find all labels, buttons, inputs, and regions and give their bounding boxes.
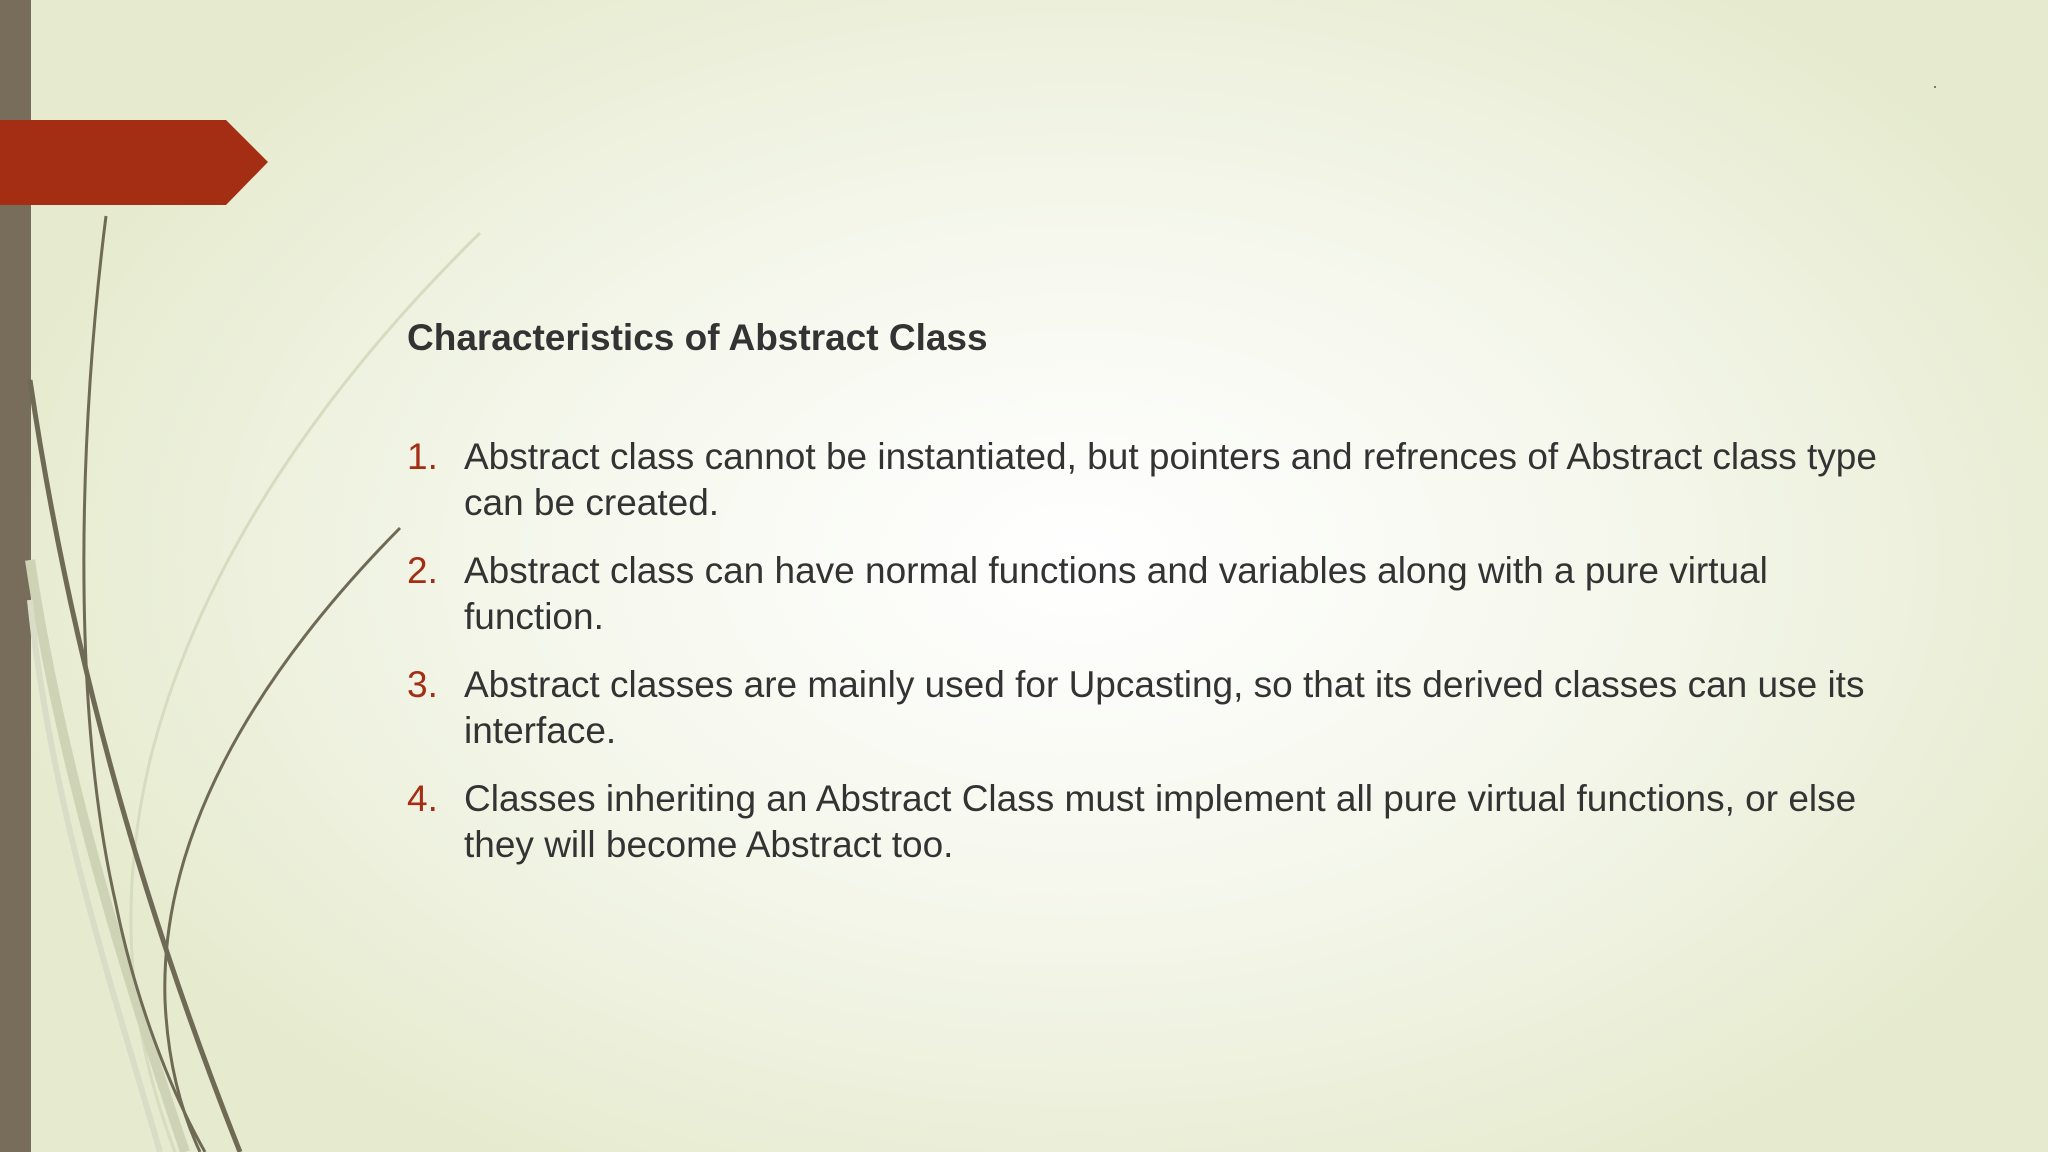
list-number: 4.	[407, 778, 438, 819]
list-item-text: Classes inheriting an Abstract Class must implement all pure virtual functions, or else they will become Abstract too.	[464, 778, 1857, 865]
dark-stroke-3	[165, 528, 400, 1152]
list-item	[407, 776, 1887, 868]
list-number: 2.	[407, 550, 438, 591]
dark-stroke-2	[30, 380, 240, 1152]
list-item-text: Abstract class cannot be instantiated, but pointers and refrences of Abstract class type can be created.	[464, 436, 1877, 523]
list-item	[407, 434, 1887, 526]
list-number: 3.	[407, 664, 438, 705]
numbered-list	[407, 434, 1887, 868]
list-item-text: Abstract class can have normal functions and variables along with a pure virtual function.	[464, 550, 1768, 637]
list-item-text: Abstract classes are mainly used for Upcasting, so that its derived classes can use its interface.	[464, 664, 1865, 751]
slide-title: Characteristics of Abstract Class	[407, 317, 988, 358]
list-item	[407, 662, 1887, 754]
tiny-dot	[1934, 86, 1936, 88]
list-item	[407, 548, 1887, 640]
list-number: 1.	[407, 436, 438, 477]
red-arrow-tab	[0, 120, 268, 205]
slide-content	[407, 312, 1887, 890]
